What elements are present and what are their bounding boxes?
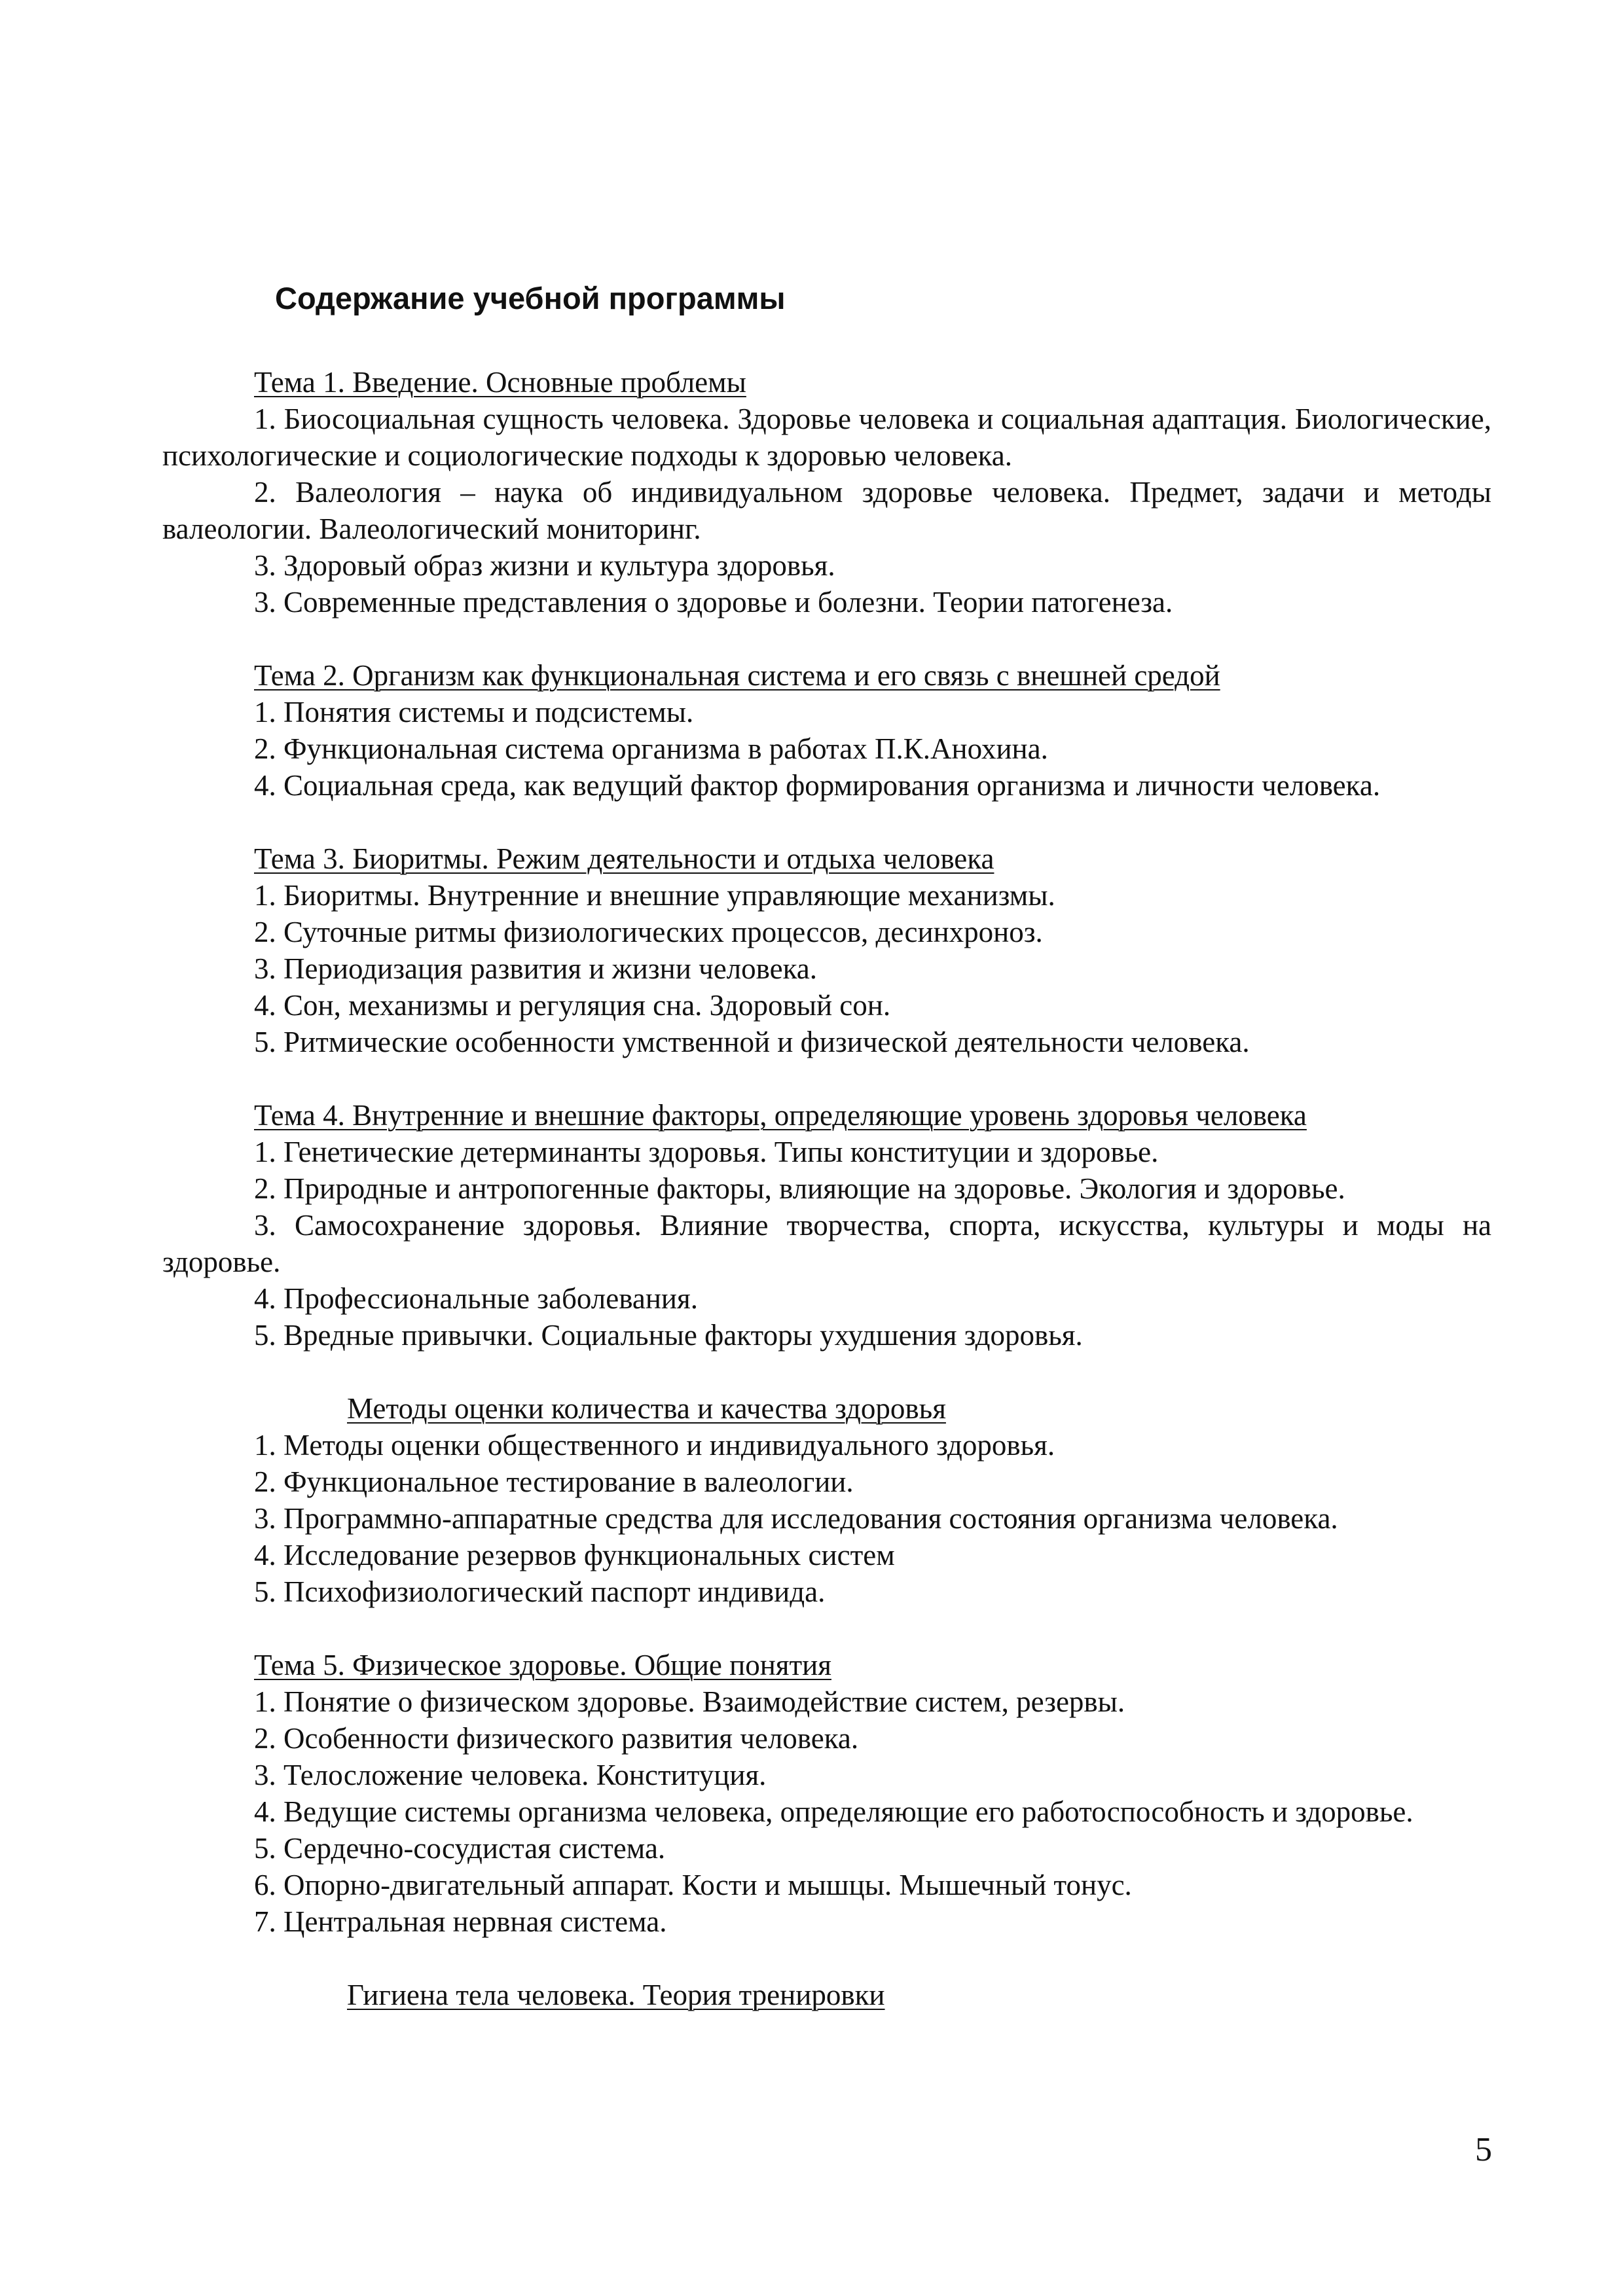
section-heading: Тема 3. Биоритмы. Режим деятельности и отдыха человека <box>254 842 994 875</box>
list-item: 2. Суточные ритмы физиологических процессов, десинхроноз. <box>254 916 1043 948</box>
section-body-hygiene <box>162 1977 1491 2013</box>
list-item: 1. Биосоциальная сущность человека. Здоровье человека и социальная адаптация. Биологические, психологические и социологические подходы к здоровью человека. <box>162 403 1491 472</box>
list-item: 4. Сон, механизмы и регуляция сна. Здоровый сон. <box>254 989 891 1022</box>
list-item: 4. Профессиональные заболевания. <box>254 1282 698 1315</box>
list-item: 1. Генетические детерминанты здоровья. Типы конституции и здоровье. <box>254 1136 1159 1168</box>
section-topic-2 <box>162 657 1491 804</box>
list-item: 3. Современные представления о здоровье и болезни. Теории патогенеза. <box>254 586 1173 619</box>
section-health-assessment-methods <box>162 1390 1491 1610</box>
list-item: 5. Ритмические особенности умственной и физической деятельности человека. <box>254 1026 1250 1058</box>
section-heading: Тема 2. Организм как функциональная система и его связь с внешней средой <box>254 659 1220 692</box>
list-item: 1. Методы оценки общественного и индивидуального здоровья. <box>254 1429 1055 1462</box>
page-number: 5 <box>1475 2131 1492 2168</box>
section-topic-3 <box>162 840 1491 1060</box>
list-item: 5. Психофизиологический паспорт индивида. <box>254 1575 826 1608</box>
list-item: 3. Здоровый образ жизни и культура здоровья. <box>254 549 835 582</box>
list-item: 1. Понятие о физическом здоровье. Взаимодействие систем, резервы. <box>254 1685 1125 1718</box>
list-item: 3. Программно-аппаратные средства для исследования состояния организма человека. <box>254 1502 1338 1535</box>
list-item: 1. Биоритмы. Внутренние и внешние управляющие механизмы. <box>254 879 1055 912</box>
section-heading: Методы оценки количества и качества здоровья <box>347 1392 946 1425</box>
list-item: 3. Самосохранение здоровья. Влияние творчества, спорта, искусства, культуры и моды на здоровье. <box>162 1209 1491 1278</box>
list-item: 2. Валеология – наука об индивидуальном здоровье человека. Предмет, задачи и методы валеологии. Валеологический мониторинг. <box>162 476 1491 545</box>
list-item: 5. Вредные привычки. Социальные факторы ухудшения здоровья. <box>254 1319 1083 1352</box>
list-item: 6. Опорно-двигательный аппарат. Кости и мышцы. Мышечный тонус. <box>254 1869 1132 1901</box>
list-item: 4. Исследование резервов функциональных систем <box>254 1539 895 1571</box>
list-item: 2. Особенности физического развития человека. <box>254 1722 859 1755</box>
list-item: 4. Ведущие системы организма человека, определяющие его работоспособность и здоровье. <box>254 1795 1413 1828</box>
list-item: 4. Социальная среда, как ведущий фактор формирования организма и личности человека. <box>254 769 1381 802</box>
list-item: 2. Природные и антропогенные факторы, влияющие на здоровье. Экология и здоровье. <box>254 1172 1345 1205</box>
section-topic-5 <box>162 1647 1491 1940</box>
document-page <box>162 262 1491 2050</box>
list-item: 1. Понятия системы и подсистемы. <box>254 696 694 728</box>
list-item: 3. Телосложение человека. Конституция. <box>254 1759 767 1791</box>
section-heading: Тема 1. Введение. Основные проблемы <box>254 366 746 399</box>
section-topic-1 <box>162 364 1491 620</box>
section-heading: Гигиена тела человека. Теория тренировки <box>347 1979 885 2011</box>
list-item: 7. Центральная нервная система. <box>254 1905 667 1938</box>
section-heading: Тема 5. Физическое здоровье. Общие понятия <box>254 1649 831 1681</box>
list-item: 2. Функциональное тестирование в валеологии. <box>254 1465 854 1498</box>
list-item: 2. Функциональная система организма в работах П.К.Анохина. <box>254 732 1048 765</box>
document-title: Содержание учебной программы <box>275 281 786 315</box>
list-item: 3. Периодизация развития и жизни человека. <box>254 952 817 985</box>
section-heading: Тема 4. Внутренние и внешние факторы, определяющие уровень здоровья человека <box>254 1099 1307 1132</box>
section-topic-4 <box>162 1097 1491 1354</box>
list-item: 5. Сердечно-сосудистая система. <box>254 1832 666 1865</box>
